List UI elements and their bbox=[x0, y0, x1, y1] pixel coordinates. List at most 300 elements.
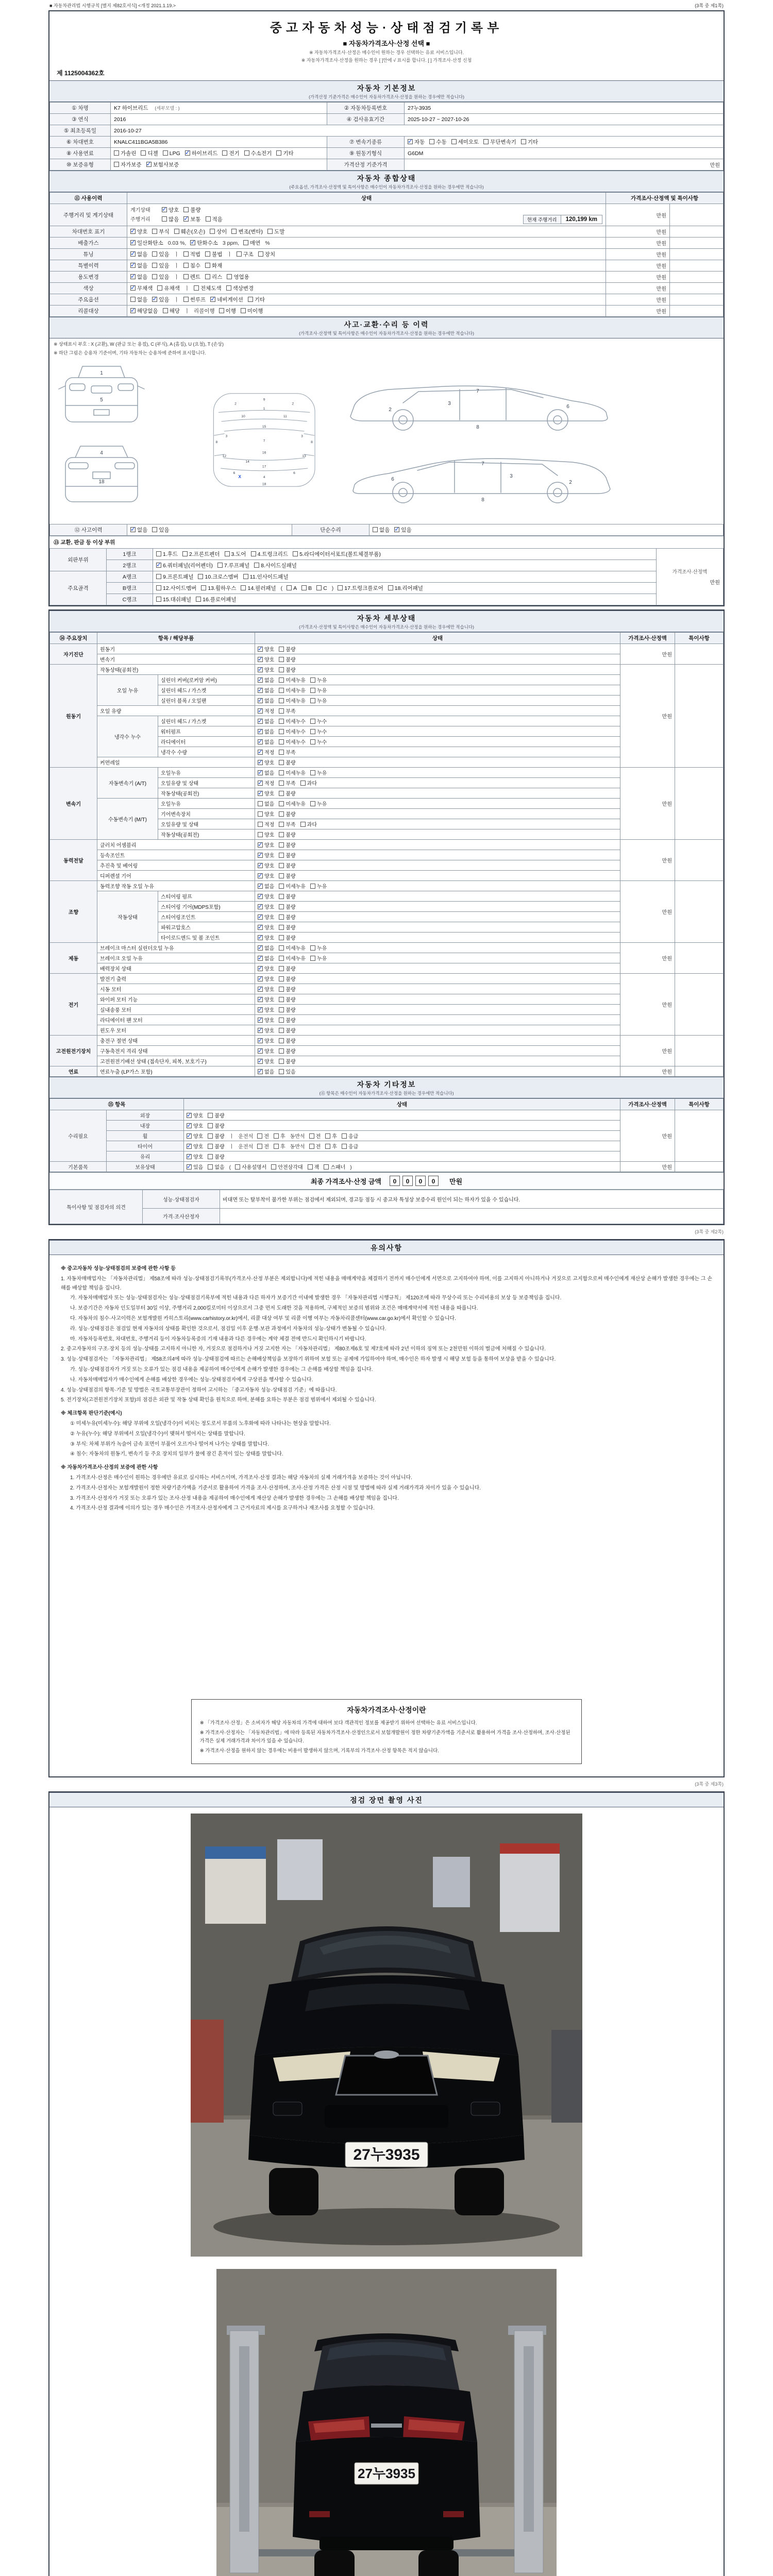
checkbox-option[interactable] bbox=[279, 851, 295, 859]
checkbox-option[interactable] bbox=[279, 810, 295, 818]
checkbox[interactable] bbox=[258, 1038, 263, 1043]
checkbox-option[interactable] bbox=[187, 1111, 203, 1119]
checkbox-option[interactable] bbox=[163, 307, 180, 315]
checkbox[interactable] bbox=[130, 263, 136, 268]
checkbox[interactable] bbox=[258, 750, 263, 755]
checkbox-option[interactable] bbox=[258, 686, 274, 694]
checkbox[interactable] bbox=[235, 1164, 240, 1170]
checkbox-option[interactable] bbox=[183, 262, 200, 269]
checkbox-option[interactable] bbox=[258, 944, 274, 952]
checkbox-option[interactable] bbox=[210, 296, 243, 303]
checkbox[interactable] bbox=[310, 729, 315, 734]
checkbox-option[interactable] bbox=[241, 307, 263, 315]
checkbox-option[interactable] bbox=[279, 831, 295, 838]
checkbox-option[interactable] bbox=[206, 215, 223, 223]
checkbox[interactable] bbox=[279, 1069, 284, 1074]
checkbox[interactable] bbox=[258, 729, 263, 734]
checkbox-option[interactable] bbox=[310, 717, 327, 725]
checkbox-option[interactable] bbox=[182, 550, 220, 558]
checkbox[interactable] bbox=[183, 263, 189, 268]
checkbox[interactable] bbox=[279, 760, 284, 765]
checkbox-option[interactable] bbox=[210, 228, 227, 235]
checkbox-option[interactable] bbox=[130, 307, 158, 315]
checkbox[interactable] bbox=[146, 162, 152, 167]
checkbox-option[interactable] bbox=[258, 789, 274, 797]
checkbox[interactable] bbox=[243, 574, 248, 579]
checkbox-option[interactable] bbox=[187, 1163, 203, 1171]
checkbox-option[interactable] bbox=[300, 820, 317, 828]
checkbox[interactable] bbox=[163, 308, 168, 313]
checkbox[interactable] bbox=[279, 842, 284, 848]
checkbox[interactable] bbox=[279, 925, 284, 930]
checkbox-option[interactable] bbox=[279, 841, 295, 849]
checkbox-option[interactable] bbox=[225, 550, 246, 558]
checkbox[interactable] bbox=[279, 729, 284, 734]
checkbox[interactable] bbox=[279, 688, 284, 693]
checkbox-option[interactable] bbox=[258, 995, 274, 1003]
checkbox[interactable] bbox=[194, 285, 199, 291]
checkbox-option[interactable] bbox=[279, 800, 306, 807]
checkbox[interactable] bbox=[279, 677, 284, 683]
checkbox-option[interactable] bbox=[208, 1132, 224, 1140]
checkbox[interactable] bbox=[279, 698, 284, 703]
checkbox[interactable] bbox=[300, 822, 306, 827]
checkbox-option[interactable] bbox=[258, 985, 274, 993]
checkbox[interactable] bbox=[187, 1133, 192, 1139]
checkbox-option[interactable] bbox=[258, 1047, 274, 1055]
checkbox-option[interactable] bbox=[279, 717, 306, 725]
checkbox-option[interactable] bbox=[183, 250, 200, 258]
checkbox-option[interactable] bbox=[258, 892, 274, 900]
checkbox-option[interactable] bbox=[258, 954, 274, 962]
checkbox[interactable] bbox=[130, 240, 136, 245]
checkbox-option[interactable] bbox=[258, 800, 274, 807]
checkbox[interactable] bbox=[130, 527, 136, 532]
checkbox-option[interactable] bbox=[141, 149, 158, 157]
checkbox-option[interactable] bbox=[279, 727, 306, 735]
checkbox[interactable] bbox=[130, 251, 136, 257]
checkbox-option[interactable] bbox=[130, 262, 147, 269]
checkbox-option[interactable] bbox=[310, 676, 327, 684]
checkbox[interactable] bbox=[258, 863, 263, 868]
checkbox-option[interactable] bbox=[198, 573, 238, 581]
checkbox-option[interactable] bbox=[162, 206, 179, 214]
checkbox[interactable] bbox=[258, 677, 263, 683]
checkbox[interactable] bbox=[310, 770, 315, 775]
checkbox[interactable] bbox=[244, 150, 249, 156]
checkbox-option[interactable] bbox=[279, 697, 306, 704]
checkbox[interactable] bbox=[258, 760, 263, 765]
checkbox[interactable] bbox=[152, 274, 157, 279]
checkbox-option[interactable] bbox=[279, 1016, 295, 1024]
checkbox[interactable] bbox=[258, 1059, 263, 1064]
checkbox-option[interactable] bbox=[152, 228, 169, 235]
checkbox-option[interactable] bbox=[231, 228, 263, 235]
checkbox[interactable] bbox=[130, 285, 136, 291]
checkbox-option[interactable] bbox=[279, 748, 295, 756]
checkbox-option[interactable] bbox=[130, 526, 147, 534]
checkbox-option[interactable] bbox=[258, 903, 274, 910]
checkbox[interactable] bbox=[258, 698, 263, 703]
checkbox[interactable] bbox=[152, 229, 157, 234]
checkbox[interactable] bbox=[258, 842, 263, 848]
checkbox[interactable] bbox=[279, 873, 284, 878]
checkbox[interactable] bbox=[258, 739, 263, 744]
checkbox[interactable] bbox=[187, 1123, 192, 1128]
checkbox[interactable] bbox=[258, 770, 263, 775]
checkbox-option[interactable] bbox=[152, 526, 169, 534]
checkbox-option[interactable] bbox=[279, 964, 295, 972]
checkbox-option[interactable] bbox=[152, 262, 169, 269]
checkbox-option[interactable] bbox=[205, 273, 222, 281]
checkbox-option[interactable] bbox=[152, 250, 169, 258]
checkbox[interactable] bbox=[279, 945, 284, 951]
checkbox-option[interactable] bbox=[258, 831, 274, 838]
checkbox-option[interactable] bbox=[388, 584, 423, 592]
checkbox-option[interactable] bbox=[279, 934, 295, 941]
checkbox-option[interactable] bbox=[258, 923, 274, 931]
checkbox-option[interactable] bbox=[258, 872, 274, 879]
checkbox-option[interactable] bbox=[208, 1153, 224, 1160]
checkbox-option[interactable] bbox=[310, 954, 327, 962]
checkbox[interactable] bbox=[208, 1133, 213, 1139]
checkbox[interactable] bbox=[187, 1154, 192, 1159]
checkbox-option[interactable] bbox=[258, 769, 274, 776]
checkbox-option[interactable] bbox=[258, 645, 274, 653]
checkbox-option[interactable] bbox=[174, 228, 206, 235]
checkbox-option[interactable] bbox=[279, 872, 295, 879]
checkbox-option[interactable] bbox=[157, 284, 179, 292]
checkbox-option[interactable] bbox=[258, 1057, 274, 1065]
checkbox[interactable] bbox=[258, 811, 263, 817]
checkbox-option[interactable] bbox=[429, 138, 446, 146]
checkbox[interactable] bbox=[258, 997, 263, 1002]
checkbox-option[interactable] bbox=[279, 1047, 295, 1055]
checkbox[interactable] bbox=[210, 229, 215, 234]
checkbox[interactable] bbox=[205, 251, 210, 257]
checkbox-option[interactable] bbox=[279, 923, 295, 931]
checkbox[interactable] bbox=[338, 585, 343, 590]
checkbox-option[interactable] bbox=[279, 1067, 295, 1075]
checkbox-option[interactable] bbox=[152, 296, 169, 303]
checkbox[interactable] bbox=[271, 1164, 276, 1170]
checkbox[interactable] bbox=[325, 1133, 330, 1139]
checkbox[interactable] bbox=[279, 832, 284, 837]
checkbox[interactable] bbox=[130, 274, 136, 279]
checkbox[interactable] bbox=[257, 1133, 262, 1139]
checkbox-option[interactable] bbox=[251, 550, 288, 558]
checkbox[interactable] bbox=[210, 297, 215, 302]
checkbox-option[interactable] bbox=[208, 1111, 224, 1119]
checkbox-option[interactable] bbox=[156, 562, 213, 569]
checkbox-option[interactable] bbox=[408, 138, 425, 146]
checkbox-option[interactable] bbox=[279, 892, 295, 900]
checkbox[interactable] bbox=[258, 853, 263, 858]
checkbox[interactable] bbox=[308, 1164, 313, 1170]
checkbox-option[interactable] bbox=[258, 975, 274, 982]
checkbox[interactable] bbox=[279, 1018, 284, 1023]
checkbox-option[interactable] bbox=[279, 1057, 295, 1065]
checkbox[interactable] bbox=[258, 647, 263, 652]
checkbox-option[interactable] bbox=[258, 758, 274, 766]
checkbox[interactable] bbox=[279, 1048, 284, 1054]
checkbox[interactable] bbox=[310, 677, 315, 683]
checkbox[interactable] bbox=[324, 1164, 329, 1170]
checkbox[interactable] bbox=[258, 1028, 263, 1033]
checkbox[interactable] bbox=[394, 527, 399, 532]
checkbox[interactable] bbox=[258, 914, 263, 920]
checkbox-option[interactable] bbox=[308, 1163, 320, 1171]
checkbox[interactable] bbox=[310, 956, 315, 961]
checkbox-option[interactable] bbox=[237, 250, 254, 258]
checkbox[interactable] bbox=[279, 739, 284, 744]
checkbox-option[interactable] bbox=[156, 584, 196, 592]
checkbox[interactable] bbox=[316, 585, 322, 590]
checkbox[interactable] bbox=[217, 563, 223, 568]
checkbox[interactable] bbox=[279, 801, 284, 806]
checkbox-option[interactable] bbox=[183, 296, 206, 303]
checkbox[interactable] bbox=[293, 551, 298, 556]
checkbox-option[interactable] bbox=[152, 273, 169, 281]
checkbox[interactable] bbox=[254, 563, 259, 568]
checkbox[interactable] bbox=[130, 308, 136, 313]
checkbox-option[interactable] bbox=[187, 1153, 203, 1160]
checkbox[interactable] bbox=[279, 647, 284, 652]
checkbox[interactable] bbox=[287, 585, 292, 590]
checkbox-option[interactable] bbox=[451, 138, 479, 146]
checkbox-option[interactable] bbox=[279, 995, 295, 1003]
checkbox-option[interactable] bbox=[279, 686, 306, 694]
checkbox[interactable] bbox=[208, 1164, 213, 1170]
checkbox[interactable] bbox=[258, 791, 263, 796]
checkbox-option[interactable] bbox=[310, 800, 327, 807]
checkbox[interactable] bbox=[310, 884, 315, 889]
checkbox[interactable] bbox=[276, 150, 281, 156]
checkbox-option[interactable] bbox=[258, 1037, 274, 1044]
checkbox-option[interactable] bbox=[279, 789, 295, 797]
checkbox-option[interactable] bbox=[219, 307, 236, 315]
checkbox-option[interactable] bbox=[258, 655, 274, 663]
checkbox-option[interactable] bbox=[254, 562, 297, 569]
checkbox-option[interactable] bbox=[342, 1132, 358, 1140]
checkbox[interactable] bbox=[226, 285, 231, 291]
checkbox[interactable] bbox=[241, 308, 246, 313]
checkbox[interactable] bbox=[222, 150, 227, 156]
checkbox-option[interactable] bbox=[258, 820, 274, 828]
checkbox-option[interactable] bbox=[279, 1006, 295, 1013]
checkbox[interactable] bbox=[258, 251, 263, 257]
checkbox[interactable] bbox=[279, 770, 284, 775]
checkbox-option[interactable] bbox=[338, 584, 383, 592]
checkbox-option[interactable] bbox=[279, 861, 295, 869]
checkbox[interactable] bbox=[257, 1144, 262, 1149]
checkbox-option[interactable] bbox=[258, 748, 274, 756]
checkbox-option[interactable] bbox=[196, 596, 236, 603]
checkbox-option[interactable] bbox=[257, 1132, 269, 1140]
checkbox[interactable] bbox=[258, 801, 263, 806]
checkbox[interactable] bbox=[183, 216, 189, 222]
checkbox-option[interactable] bbox=[394, 526, 411, 534]
checkbox[interactable] bbox=[183, 207, 189, 212]
checkbox[interactable] bbox=[325, 1144, 330, 1149]
checkbox[interactable] bbox=[208, 1123, 213, 1128]
checkbox-option[interactable] bbox=[130, 273, 147, 281]
checkbox[interactable] bbox=[279, 750, 284, 755]
checkbox[interactable] bbox=[198, 574, 203, 579]
checkbox-option[interactable] bbox=[279, 676, 306, 684]
checkbox[interactable] bbox=[258, 667, 263, 672]
checkbox-option[interactable] bbox=[114, 149, 136, 157]
checkbox[interactable] bbox=[258, 966, 263, 971]
checkbox[interactable] bbox=[258, 1048, 263, 1054]
checkbox-option[interactable] bbox=[279, 903, 295, 910]
checkbox-option[interactable] bbox=[163, 150, 180, 157]
checkbox[interactable] bbox=[114, 150, 119, 156]
checkbox-option[interactable] bbox=[185, 149, 218, 157]
checkbox[interactable] bbox=[279, 657, 284, 662]
checkbox[interactable] bbox=[258, 832, 263, 837]
checkbox-option[interactable] bbox=[114, 161, 142, 168]
checkbox[interactable] bbox=[187, 1164, 192, 1170]
checkbox-option[interactable] bbox=[483, 138, 516, 146]
checkbox[interactable] bbox=[309, 1144, 314, 1149]
checkbox[interactable] bbox=[208, 1144, 213, 1149]
checkbox[interactable] bbox=[279, 976, 284, 981]
checkbox[interactable] bbox=[208, 1154, 213, 1159]
checkbox[interactable] bbox=[279, 1007, 284, 1012]
checkbox-option[interactable] bbox=[183, 215, 200, 223]
checkbox-option[interactable] bbox=[279, 769, 306, 776]
checkbox[interactable] bbox=[258, 657, 263, 662]
checkbox-option[interactable] bbox=[310, 697, 327, 704]
checkbox[interactable] bbox=[231, 229, 237, 234]
checkbox-option[interactable] bbox=[324, 1163, 345, 1171]
checkbox[interactable] bbox=[258, 987, 263, 992]
checkbox-option[interactable] bbox=[279, 882, 306, 890]
checkbox[interactable] bbox=[279, 667, 284, 672]
checkbox[interactable] bbox=[152, 297, 157, 302]
checkbox[interactable] bbox=[301, 585, 307, 590]
checkbox[interactable] bbox=[196, 597, 201, 602]
checkbox-option[interactable] bbox=[258, 1067, 274, 1075]
checkbox-option[interactable] bbox=[342, 1142, 358, 1150]
checkbox-option[interactable] bbox=[205, 250, 222, 258]
checkbox-option[interactable] bbox=[258, 707, 274, 715]
checkbox-option[interactable] bbox=[279, 707, 295, 715]
checkbox[interactable] bbox=[258, 781, 263, 786]
checkbox-option[interactable] bbox=[130, 296, 147, 303]
checkbox-option[interactable] bbox=[279, 1026, 295, 1034]
checkbox[interactable] bbox=[183, 251, 189, 257]
checkbox[interactable] bbox=[156, 585, 161, 590]
checkbox[interactable] bbox=[310, 698, 315, 703]
checkbox-option[interactable] bbox=[310, 944, 327, 952]
checkbox[interactable] bbox=[201, 585, 206, 590]
checkbox[interactable] bbox=[156, 563, 161, 568]
checkbox[interactable] bbox=[152, 527, 157, 532]
checkbox-option[interactable] bbox=[226, 284, 254, 292]
checkbox[interactable] bbox=[279, 914, 284, 920]
checkbox-option[interactable] bbox=[187, 1142, 203, 1150]
checkbox[interactable] bbox=[279, 1059, 284, 1064]
checkbox-option[interactable] bbox=[309, 1132, 321, 1140]
checkbox[interactable] bbox=[152, 263, 157, 268]
checkbox-option[interactable] bbox=[279, 655, 295, 663]
checkbox[interactable] bbox=[258, 925, 263, 930]
checkbox[interactable] bbox=[483, 139, 489, 144]
checkbox-option[interactable] bbox=[325, 1142, 337, 1150]
checkbox[interactable] bbox=[279, 719, 284, 724]
checkbox[interactable] bbox=[258, 945, 263, 951]
checkbox-option[interactable] bbox=[146, 161, 179, 168]
checkbox-option[interactable] bbox=[130, 228, 147, 235]
checkbox-option[interactable] bbox=[162, 215, 179, 223]
checkbox-option[interactable] bbox=[310, 769, 327, 776]
checkbox-option[interactable] bbox=[208, 1142, 224, 1150]
checkbox[interactable] bbox=[279, 987, 284, 992]
checkbox[interactable] bbox=[310, 719, 315, 724]
checkbox-option[interactable] bbox=[274, 1132, 285, 1140]
checkbox-option[interactable] bbox=[130, 284, 153, 292]
checkbox[interactable] bbox=[279, 811, 284, 817]
checkbox-option[interactable] bbox=[258, 727, 274, 735]
checkbox[interactable] bbox=[258, 956, 263, 961]
checkbox[interactable] bbox=[206, 216, 211, 222]
checkbox[interactable] bbox=[258, 719, 263, 724]
checkbox[interactable] bbox=[408, 139, 413, 144]
checkbox-option[interactable] bbox=[276, 149, 293, 157]
checkbox[interactable] bbox=[451, 139, 457, 144]
checkbox-option[interactable] bbox=[279, 944, 306, 952]
checkbox[interactable] bbox=[342, 1144, 347, 1149]
checkbox[interactable] bbox=[258, 935, 263, 940]
checkbox-option[interactable] bbox=[279, 1037, 295, 1044]
checkbox[interactable] bbox=[279, 863, 284, 868]
checkbox-option[interactable] bbox=[241, 584, 276, 592]
checkbox-option[interactable] bbox=[156, 550, 178, 558]
checkbox-option[interactable] bbox=[222, 149, 239, 157]
checkbox[interactable] bbox=[279, 894, 284, 899]
checkbox-option[interactable] bbox=[258, 697, 274, 704]
checkbox[interactable] bbox=[310, 801, 315, 806]
checkbox[interactable] bbox=[373, 527, 378, 532]
checkbox[interactable] bbox=[258, 873, 263, 878]
checkbox-option[interactable] bbox=[183, 206, 200, 214]
checkbox[interactable] bbox=[279, 822, 284, 827]
checkbox[interactable] bbox=[388, 585, 393, 590]
checkbox-option[interactable] bbox=[243, 239, 260, 247]
checkbox[interactable] bbox=[279, 956, 284, 961]
checkbox[interactable] bbox=[208, 1113, 213, 1118]
checkbox[interactable] bbox=[130, 229, 136, 234]
checkbox[interactable] bbox=[279, 904, 284, 909]
checkbox-option[interactable] bbox=[258, 851, 274, 859]
checkbox-option[interactable] bbox=[248, 296, 265, 303]
checkbox-option[interactable] bbox=[293, 550, 381, 558]
checkbox-option[interactable] bbox=[244, 149, 272, 157]
checkbox-option[interactable] bbox=[258, 861, 274, 869]
checkbox[interactable] bbox=[156, 597, 161, 602]
checkbox[interactable] bbox=[258, 688, 263, 693]
checkbox-option[interactable] bbox=[316, 585, 327, 591]
checkbox-option[interactable] bbox=[279, 985, 295, 993]
checkbox-option[interactable] bbox=[258, 1026, 274, 1034]
checkbox-option[interactable] bbox=[309, 1142, 321, 1150]
checkbox[interactable] bbox=[243, 240, 248, 245]
checkbox[interactable] bbox=[205, 263, 210, 268]
checkbox-option[interactable] bbox=[258, 250, 275, 258]
checkbox-option[interactable] bbox=[310, 738, 327, 745]
